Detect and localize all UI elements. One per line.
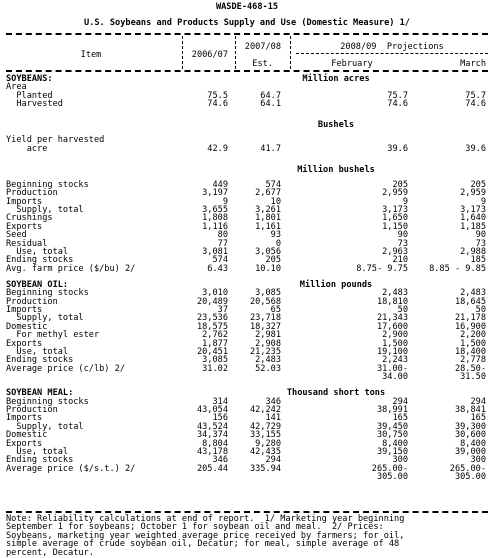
row-value: 42.9	[207, 143, 228, 154]
row-value: 39,300	[454, 421, 486, 432]
row-value: 300	[392, 455, 408, 466]
row-value: 18,575	[196, 321, 228, 332]
row-value: 93	[270, 230, 281, 241]
row-value: 77	[217, 238, 228, 249]
row-value: 42,435	[249, 446, 281, 457]
row-value: 2,959	[382, 188, 408, 199]
row-value: 39.6	[465, 143, 486, 154]
row-value: 156	[212, 413, 228, 424]
row-value: 75.5	[207, 90, 228, 101]
row-value: 64.7	[260, 90, 281, 101]
row-value: 20,568	[249, 296, 281, 307]
table-title: U.S. Soybeans and Products Supply and Use (Domestic Measure) 1/	[84, 18, 410, 28]
row-value: 265.00-	[371, 463, 408, 474]
header-col-2006: 2006/07	[191, 50, 228, 60]
footnote-line: Soybeans, marketing year weighted average price received by farmers; for oil,	[6, 530, 405, 541]
row-value: 0	[275, 238, 281, 249]
footnote-line: percent, Decatur.	[6, 547, 94, 558]
row-value: 38,991	[376, 404, 408, 415]
row-value: 574	[212, 255, 228, 266]
row-value: 1,116	[202, 221, 228, 232]
row-value: 265.00-	[449, 463, 486, 474]
row-value: 2,981	[255, 330, 281, 341]
row-label: Average price ($/s.t.) 2/	[6, 463, 136, 474]
row-value: 2,988	[460, 247, 486, 258]
row-value: 21,343	[376, 313, 408, 324]
row-value: 2,483	[255, 355, 281, 366]
row-value: 74.6	[387, 99, 408, 110]
row-value: 3,173	[460, 205, 486, 216]
row-value: 42,242	[249, 404, 281, 415]
row-value: 43,178	[196, 446, 228, 457]
row-value: 165	[392, 413, 408, 424]
row-value: 300	[470, 455, 486, 466]
row-value: 2,483	[382, 288, 408, 299]
row-value: 75.7	[387, 90, 408, 101]
row-label: Domestic	[6, 321, 48, 332]
row-value: 1,185	[460, 221, 486, 232]
row-value: 1,150	[382, 221, 408, 232]
header-col-march: March	[460, 59, 486, 69]
row-value: 39,000	[454, 446, 486, 457]
row-label: Average price (c/lb) 2/	[6, 363, 125, 374]
row-value: 43,524	[196, 421, 228, 432]
row-value: 9,280	[255, 438, 281, 449]
row-value: 80	[217, 230, 228, 241]
row-label: Crushings	[6, 213, 53, 224]
row-value: 90	[475, 230, 486, 241]
footnote-line: Note: Reliability calculations at end of report. 1/ Marketing year beginning	[6, 514, 405, 524]
row-value: 346	[265, 396, 281, 407]
row-value: 9	[402, 196, 408, 207]
row-label: For methyl ester	[6, 330, 100, 341]
row-label: Imports	[6, 413, 43, 424]
section-title: SOYBEAN OIL:	[6, 279, 69, 290]
row-label: Ending stocks	[6, 355, 74, 366]
row-value: 18,400	[454, 347, 486, 357]
row-value: 2,900	[382, 330, 408, 341]
row-value: 38,841	[454, 404, 486, 415]
row-value: 3,261	[255, 205, 281, 216]
row-value: 74.6	[207, 99, 228, 110]
row-value: 335.94	[249, 463, 281, 474]
row-value: 449	[212, 179, 228, 190]
row-label: Exports	[6, 438, 43, 449]
row-value: 8.85 - 9.85	[429, 263, 486, 274]
row-value: 3,173	[382, 205, 408, 216]
row-value: 30,600	[454, 430, 486, 441]
row-value: 43,054	[196, 404, 228, 415]
row-value: 1,650	[382, 213, 408, 224]
row-value: 294	[470, 396, 486, 407]
row-value: 141	[265, 413, 281, 424]
row-label: Imports	[6, 196, 43, 207]
row-value: 1,877	[202, 338, 228, 349]
report-id: WASDE-468-15	[215, 2, 279, 12]
row-value: 65	[270, 305, 281, 315]
row-label: Production	[6, 404, 58, 415]
row-value: 73	[475, 238, 486, 249]
row-value: 90	[397, 230, 408, 241]
header-col-february: February	[331, 59, 373, 69]
row-value: 1,640	[460, 213, 486, 224]
row-label: Avg. farm price ($/bu) 2/	[6, 263, 136, 274]
row-label: Use, total	[6, 247, 69, 258]
row-value: 205	[265, 255, 281, 266]
row-value: 1,500	[382, 338, 408, 349]
row-label: Use, total	[6, 446, 69, 457]
row-value: 8,804	[202, 438, 228, 449]
row-label: Area	[6, 82, 27, 93]
row-value: 574	[265, 179, 281, 190]
header-col-2007: 2007/08	[244, 42, 281, 52]
row-label: Beginning stocks	[6, 288, 89, 299]
row-label: Planted	[6, 90, 53, 101]
row-value: 21,235	[249, 347, 281, 357]
row-value: 18,327	[249, 321, 281, 332]
row-value: 8,400	[382, 438, 408, 449]
row-value: 2,963	[382, 247, 408, 258]
row-label: Supply, total	[6, 421, 84, 432]
row-value: 31.50	[460, 372, 486, 383]
row-value: 1,500	[460, 338, 486, 349]
row-value: 9	[222, 196, 228, 207]
header-item: Item	[80, 50, 102, 60]
row-value: 18,810	[376, 296, 408, 307]
row-label: Beginning stocks	[6, 179, 89, 190]
row-value: 3,655	[202, 205, 228, 216]
row-value: 2,762	[202, 330, 228, 341]
row-label: Production	[6, 188, 58, 199]
row-value: 30,750	[376, 430, 408, 441]
row-value: 2,243	[382, 355, 408, 366]
row-value: 10	[270, 196, 281, 207]
row-value: 8.75- 9.75	[356, 263, 408, 274]
row-value: 19,100	[376, 347, 408, 357]
row-label: Domestic	[6, 430, 48, 441]
section-unit: Bushels	[317, 120, 355, 131]
row-value: 23,536	[196, 313, 228, 324]
row-value: 18,645	[454, 296, 486, 307]
bottom-rule	[6, 511, 488, 513]
row-value: 75.7	[465, 90, 486, 101]
row-label: Exports	[6, 338, 43, 349]
row-value: 33,155	[249, 430, 281, 441]
section-title: SOYBEANS:	[6, 74, 53, 84]
row-value: 17,600	[376, 321, 408, 332]
row-value: 20,489	[196, 296, 228, 307]
header-sep-3	[290, 36, 291, 69]
row-value: 23,718	[249, 313, 281, 324]
row-value: 3,010	[202, 288, 228, 299]
row-value: 42,729	[249, 421, 281, 432]
row-value: 210	[392, 255, 408, 266]
row-value: 20,451	[196, 347, 228, 357]
row-value: 2,959	[460, 188, 486, 199]
row-value: 39.6	[387, 143, 408, 154]
row-value: 31.00-	[376, 363, 408, 374]
row-value: 305.00	[454, 472, 486, 483]
row-value: 52.03	[255, 363, 281, 374]
row-label: Ending stocks	[6, 455, 74, 466]
footnote-line: September 1 for soybeans; October 1 for soybean oil and meal. 2/ Prices:	[6, 522, 384, 533]
row-value: 2,200	[460, 330, 486, 341]
projections-rule	[296, 53, 488, 54]
row-value: 305.00	[376, 472, 408, 483]
row-label: Supply, total	[6, 313, 84, 324]
row-label: Imports	[6, 305, 43, 315]
row-value: 74.6	[465, 99, 486, 110]
row-value: 1,808	[202, 213, 228, 224]
row-value: 314	[212, 396, 228, 407]
row-label: acre	[6, 143, 48, 154]
section-unit: Million acres	[302, 74, 370, 84]
header-bottom-rule	[6, 70, 488, 72]
row-label: Ending stocks	[6, 255, 74, 266]
row-value: 205.44	[196, 463, 228, 474]
row-value: 50	[397, 305, 408, 315]
header-col-2007-est: Est.	[252, 59, 273, 69]
row-value: 3,085	[202, 355, 228, 366]
footnote-line: simple average of crude soybean oil, Decatur; for meal, simple average of 48	[6, 539, 400, 550]
row-value: 346	[212, 455, 228, 466]
row-label: Production	[6, 296, 58, 307]
row-label: Exports	[6, 221, 43, 232]
row-label: Use, total	[6, 347, 69, 357]
top-rule	[6, 33, 488, 35]
row-value: 50	[475, 305, 486, 315]
row-value: 2,677	[255, 188, 281, 199]
row-value: 9	[480, 196, 486, 207]
header-sep-1	[182, 36, 183, 69]
row-value: 41.7	[260, 143, 281, 154]
section-title: SOYBEAN MEAL:	[6, 388, 74, 399]
row-value: 64.1	[260, 99, 281, 110]
row-value: 3,085	[255, 288, 281, 299]
row-value: 31.02	[202, 363, 228, 374]
row-value: 8,400	[460, 438, 486, 449]
header-sep-2	[235, 36, 236, 69]
row-value: 10.10	[255, 263, 281, 274]
row-value: 37	[217, 305, 228, 315]
row-value: 3,197	[202, 188, 228, 199]
row-value: 2,778	[460, 355, 486, 366]
row-label: Seed	[6, 230, 27, 241]
row-value: 3,056	[255, 247, 281, 258]
row-value: 2,908	[255, 338, 281, 349]
row-value: 28.50-	[454, 363, 486, 374]
row-label: Residual	[6, 238, 48, 249]
header-projections: 2008/09 Projections	[340, 42, 444, 52]
row-value: 34.00	[382, 372, 408, 383]
row-label: Yield per harvested	[6, 135, 105, 146]
row-label: Supply, total	[6, 205, 84, 216]
row-value: 6.43	[207, 263, 228, 274]
row-value: 1,161	[255, 221, 281, 232]
row-value: 16,900	[454, 321, 486, 332]
row-label: Harvested	[6, 99, 63, 110]
row-value: 21,178	[454, 313, 486, 324]
row-value: 3,081	[202, 247, 228, 258]
row-value: 205	[392, 179, 408, 190]
section-unit: Thousand short tons	[286, 388, 386, 399]
row-label: Beginning stocks	[6, 396, 89, 407]
row-value: 205	[470, 179, 486, 190]
section-unit: Million bushels	[297, 164, 375, 175]
row-value: 1,801	[255, 213, 281, 224]
row-value: 73	[397, 238, 408, 249]
row-value: 39,450	[376, 421, 408, 432]
row-value: 294	[265, 455, 281, 466]
row-value: 294	[392, 396, 408, 407]
section-unit: Million pounds	[299, 279, 373, 290]
row-value: 185	[470, 255, 486, 266]
row-value: 2,483	[460, 288, 486, 299]
row-value: 165	[470, 413, 486, 424]
row-value: 39,150	[376, 446, 408, 457]
row-value: 34,374	[196, 430, 228, 441]
